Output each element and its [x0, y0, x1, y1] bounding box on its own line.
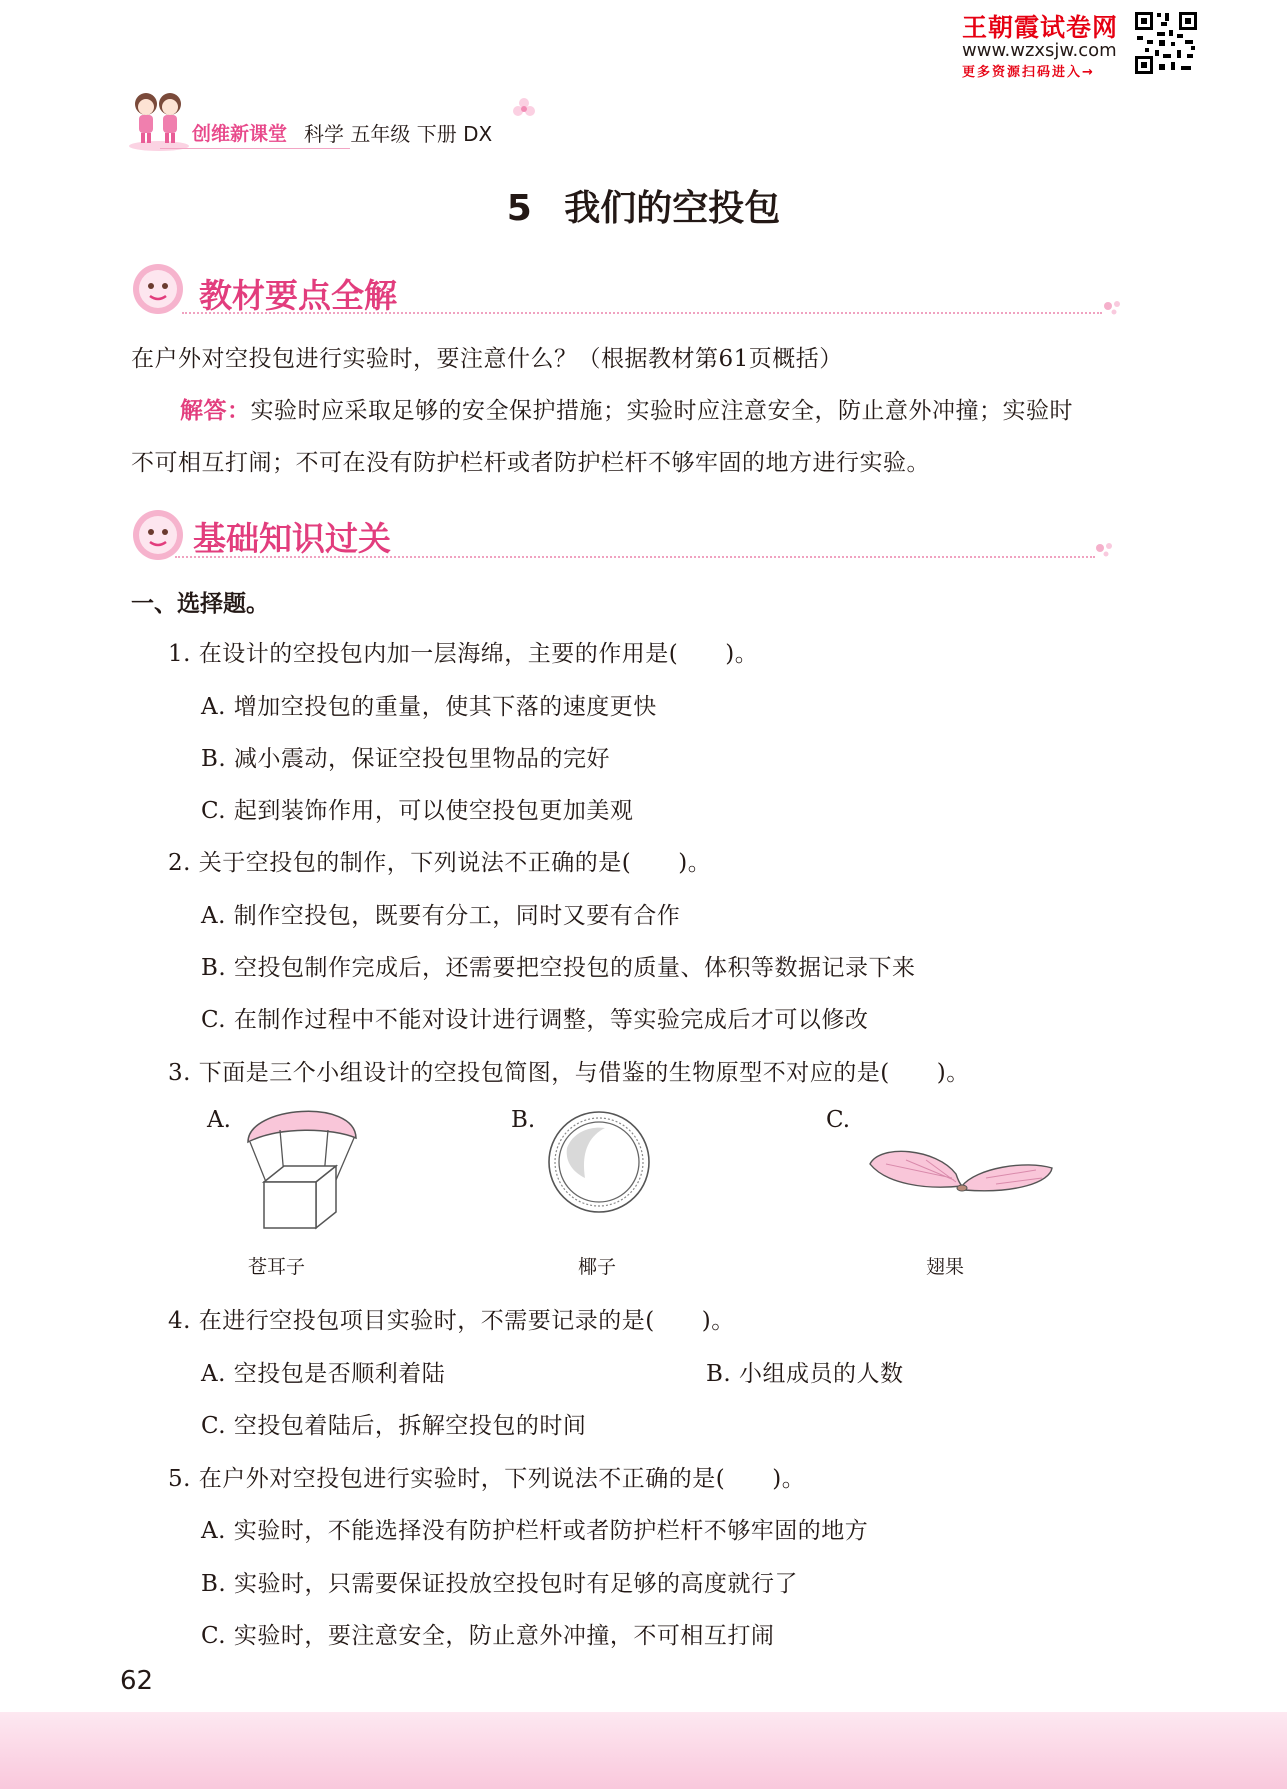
- figure-caption: 苍耳子: [248, 1256, 306, 1278]
- section-divider: [182, 312, 1102, 314]
- question-stem: 3. 下面是三个小组设计的空投包简图，与借鉴的生物原型不对应的是( )。: [168, 1060, 970, 1086]
- lesson-title: [0, 180, 1287, 231]
- header-subject: 科学: [304, 122, 344, 146]
- kids-mascot-icon: [126, 88, 192, 152]
- section-mascot-icon: [131, 262, 185, 316]
- question-option: A. 空投包是否顺利着陆: [201, 1361, 446, 1387]
- header-grade: 五年级: [350, 122, 411, 146]
- page-number: 62: [120, 1666, 154, 1696]
- site-url: www.wzxsjw.com: [962, 40, 1117, 61]
- question-option: B. 减小震动，保证空投包里物品的完好: [201, 746, 611, 772]
- question-option: C. 起到装饰作用，可以使空投包更加美观: [201, 798, 634, 824]
- section-divider: [175, 556, 1095, 558]
- qr-code-icon: [1133, 10, 1199, 76]
- lesson-name: 我们的空投包: [564, 188, 781, 229]
- question-stem: 4. 在进行空投包项目实验时，不需要记录的是( )。: [168, 1308, 735, 1334]
- part-heading: 一、选择题。: [131, 591, 269, 617]
- question-option: A. 增加空投包的重量，使其下落的速度更快: [201, 694, 657, 720]
- question-option: B. 空投包制作完成后，还需要把空投包的质量、体积等数据记录下来: [201, 955, 916, 981]
- section-title-basics: 基础知识过关: [193, 519, 391, 558]
- question-option: A. 制作空投包，既要有分工，同时又要有合作: [201, 903, 681, 929]
- site-logo: 王朝霞试卷网: [962, 13, 1119, 42]
- question-option: C. 实验时，要注意安全，防止意外冲撞，不可相互打闹: [201, 1623, 775, 1649]
- series-brand: 创维新课堂: [192, 123, 288, 145]
- dots-decoration-icon: [1094, 540, 1118, 558]
- footer-band: [0, 1712, 1287, 1789]
- header-edition: DX: [463, 122, 493, 146]
- lesson-number: 5: [506, 188, 532, 229]
- question-option: C. 空投包着陆后，拆解空投包的时间: [201, 1413, 587, 1439]
- answer-text: 实验时应采取足够的安全保护措施；实验时应注意安全，防止意外冲撞；实验时: [250, 398, 1073, 424]
- winged-seed-figure: [866, 1138, 1056, 1208]
- key-point-answer-line-1: [180, 392, 1073, 425]
- figure-option-letter: B.: [511, 1107, 536, 1133]
- site-more-resources: 更多资源扫码进入→: [962, 65, 1095, 80]
- question-option: A. 实验时，不能选择没有防护栏杆或者防护栏杆不够牢固的地方: [201, 1518, 869, 1544]
- question-stem: 1. 在设计的空投包内加一层海绵，主要的作用是( )。: [168, 641, 759, 667]
- key-point-answer-line-2: 不可相互打闹；不可在没有防护栏杆或者防护栏杆不够牢固的地方进行实验。: [131, 450, 930, 476]
- figure-caption: 椰子: [578, 1256, 617, 1278]
- parachute-box-figure: [240, 1100, 370, 1245]
- question-stem: 5. 在户外对空投包进行实验时，下列说法不正确的是( )。: [168, 1466, 806, 1492]
- question-stem: 2. 关于空投包的制作，下列说法不正确的是( )。: [168, 850, 712, 876]
- header-course-info: [304, 118, 492, 147]
- figure-caption: 翅果: [926, 1256, 965, 1278]
- figure-option-letter: C.: [826, 1107, 851, 1133]
- dots-decoration-icon: [1102, 298, 1126, 316]
- key-point-question: 在户外对空投包进行实验时，要注意什么？（根据教材第61页概括）: [131, 346, 843, 372]
- section-title-key-points: 教材要点全解: [199, 276, 397, 315]
- answer-label: 解答：: [180, 398, 251, 424]
- coconut-ring-figure: [545, 1108, 653, 1216]
- question-option: B. 小组成员的人数: [706, 1361, 904, 1387]
- header-divider: [160, 148, 350, 149]
- figure-option-letter: A.: [207, 1107, 231, 1133]
- header-volume: 下册: [416, 122, 457, 146]
- question-option: C. 在制作过程中不能对设计进行调整，等实验完成后才可以修改: [201, 1007, 869, 1033]
- question-option: B. 实验时，只需要保证投放空投包时有足够的高度就行了: [201, 1571, 799, 1597]
- flower-decoration-icon: [511, 96, 537, 122]
- section-mascot-icon: [131, 508, 185, 562]
